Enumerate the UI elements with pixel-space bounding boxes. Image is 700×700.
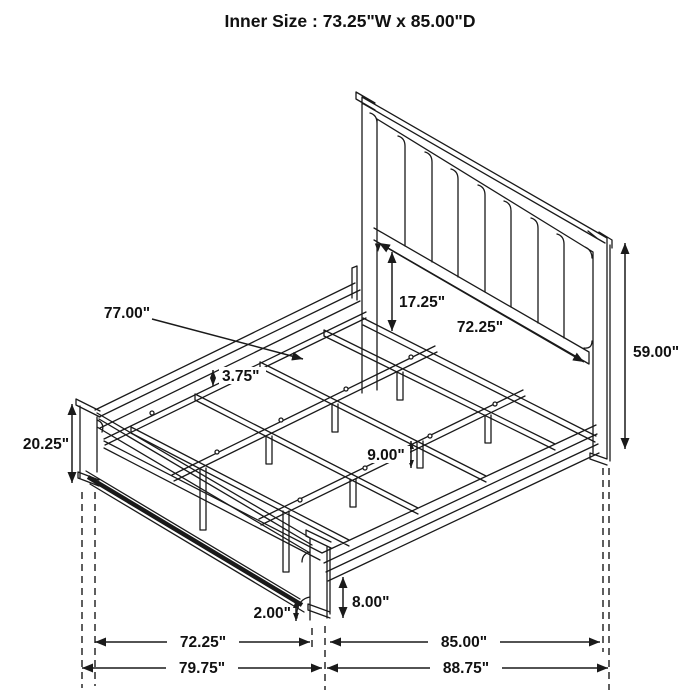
bed-frame-drawing [76,92,612,620]
dim-label-side-rail-length: 77.00" [103,305,151,322]
diagram-title: Inner Size : 73.25"W x 85.00"D [224,11,476,31]
dim-label-outer-depth: 88.75" [442,660,490,677]
dim-label-footboard-inner-width: 72.25" [179,634,227,651]
dim-label-footboard-height: 20.25" [22,436,70,453]
footboard-base-rail [88,477,302,605]
leader-line-side-rail-length [152,319,303,359]
dim-label-rail-to-slat-gap: 3.75" [222,368,260,385]
dim-label-headboard-height: 59.00" [633,344,680,361]
dim-label-headboard-inner-width: 72.25" [456,319,504,336]
dim-label-slat-leg-height: 9.00" [367,447,405,464]
dim-label-headboard-clearance: 17.25" [399,294,446,311]
down-arrowhead [375,244,381,253]
dim-label-footboard-outer-width: 79.75" [178,660,226,677]
extension-lines [82,468,609,690]
dim-label-base-rail-thickness: 2.00" [253,605,291,622]
headboard-outline [352,92,612,465]
rails-and-slats [95,283,599,581]
dim-label-inner-depth: 85.00" [440,634,488,651]
dim-label-under-bed-clearance: 8.00" [352,594,390,611]
